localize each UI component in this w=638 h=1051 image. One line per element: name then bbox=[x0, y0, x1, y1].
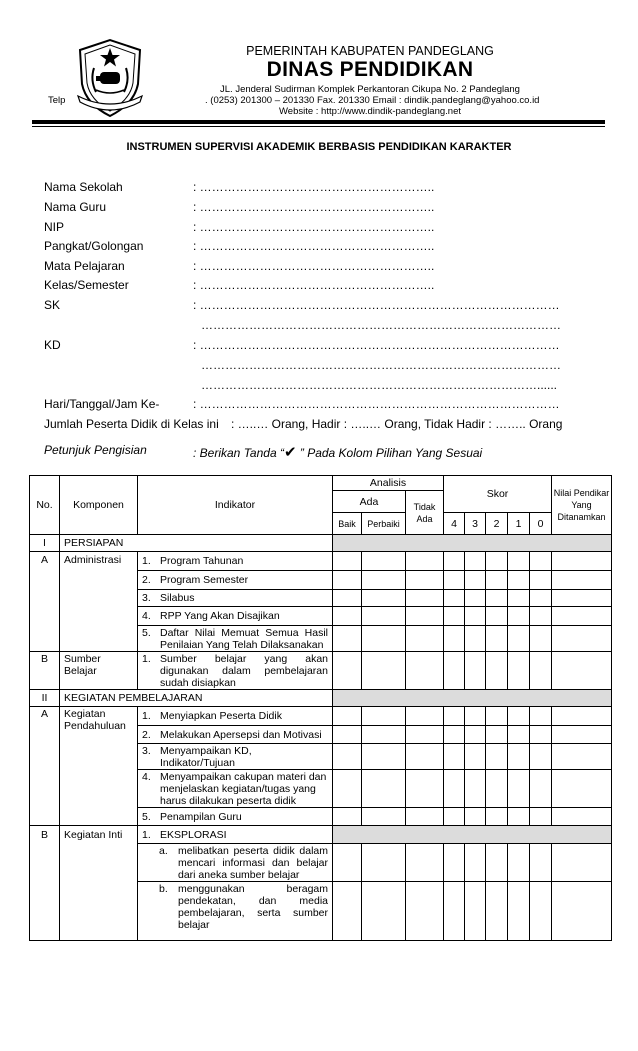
row-no: A bbox=[30, 707, 60, 826]
header-no: No. bbox=[30, 476, 60, 535]
value-kd-cont2[interactable]: …………………………………………………………………………...... bbox=[201, 378, 558, 392]
indicator-text: menggunakan beragam pendekatan, dan media pembelajaran, serta sumber belajar bbox=[178, 883, 328, 931]
header-rule-thick bbox=[32, 120, 605, 124]
header-address: JL. Jenderal Sudirman Komplek Perkantoran Cikupa No. 2 Pandeglang bbox=[220, 84, 520, 95]
label-mapel: Mata Pelajaran bbox=[44, 259, 125, 273]
value-jumlah[interactable]: : …..… Orang, Hadir : …..… Orang, Tidak Hadir : …….. Orang bbox=[231, 417, 563, 431]
label-jumlah: Jumlah Peserta Didik di Kelas ini bbox=[44, 417, 219, 431]
indicator-letter: b. bbox=[159, 883, 168, 895]
label-hari: Hari/Tanggal/Jam Ke- bbox=[44, 397, 160, 411]
label-nama-guru: Nama Guru bbox=[44, 200, 107, 214]
header-skor-1: 1 bbox=[508, 513, 530, 535]
row-no: A bbox=[30, 552, 60, 652]
header-skor-0: 0 bbox=[530, 513, 552, 535]
header-contact: . (0253) 201300 – 201330 Fax. 201330 Email : dindik.pandeglang@yahoo.co.id bbox=[205, 95, 540, 106]
indicator-text: Menyampaikan KD, Indikator/Tujuan bbox=[160, 745, 252, 769]
header-skor-2: 2 bbox=[486, 513, 508, 535]
value-sk[interactable]: : ……………………………………………………………………………… bbox=[193, 298, 560, 312]
section-title: KEGIATAN PEMBELAJARAN bbox=[60, 690, 333, 707]
table-row: 2. Program Semester bbox=[30, 571, 612, 590]
section-no: I bbox=[30, 535, 60, 552]
label-sk: SK bbox=[44, 298, 61, 312]
table-row: 3. Silabus bbox=[30, 590, 612, 607]
section-title: PERSIAPAN bbox=[60, 535, 333, 552]
table-row: 3. Menyampaikan KD, Indikator/Tujuan bbox=[30, 744, 612, 770]
table-row: 4. Menyampaikan cakupan materi dan menjelaskan kegiatan/tugas yang harus dilakukan peserta didik bbox=[30, 770, 612, 808]
row-no: B bbox=[30, 826, 60, 941]
value-kelas[interactable]: : ………………………………………………….. bbox=[193, 278, 435, 292]
row-komponen: Kegiatan Inti bbox=[60, 826, 138, 941]
section-row bbox=[30, 690, 612, 707]
indicator-text: Program Semester bbox=[160, 574, 249, 586]
header-indikator: Indikator bbox=[138, 476, 333, 535]
section-row bbox=[30, 535, 612, 552]
indicator-text: Melakukan Apersepsi dan Motivasi bbox=[160, 728, 322, 741]
header-analisis: Analisis bbox=[333, 476, 444, 491]
supervision-table bbox=[29, 475, 612, 941]
header-skor-3: 3 bbox=[465, 513, 486, 535]
government-logo bbox=[74, 38, 146, 118]
header-government: PEMERINTAH KABUPATEN PANDEGLANG bbox=[246, 44, 494, 58]
value-mapel[interactable]: : ………………………………………………….. bbox=[193, 259, 435, 273]
table-row: 5. Daftar Nilai Memuat Semua Hasil Penilaian Yang Telah Dilaksanakan bbox=[30, 626, 612, 652]
value-kd[interactable]: : ……………………………………………………………………………… bbox=[193, 338, 560, 352]
row-komponen: Administrasi bbox=[60, 552, 138, 652]
header-rule-thin bbox=[32, 126, 605, 127]
indicator-letter: a. bbox=[159, 845, 168, 857]
indicator-text: Menyiapkan Peserta Didik bbox=[160, 710, 282, 722]
indicator-text: Sumber belajar yang akan digunakan dalam pembelajaran sudah disiapkan bbox=[160, 653, 328, 689]
value-nip[interactable]: : ………………………………………………….. bbox=[193, 220, 435, 234]
table-row: A Administrasi 1. Program Tahunan bbox=[30, 552, 612, 571]
header-ada: Ada bbox=[333, 491, 406, 513]
table-row: B Sumber Belajar 1. Sumber belajar yang akan digunakan dalam pembelajaran sudah disiapkan bbox=[30, 652, 612, 690]
header-skor: Skor bbox=[444, 476, 552, 513]
checkmark-icon: ✔ bbox=[283, 444, 297, 461]
table-row: B Kegiatan Inti 1. EKSPLORASI bbox=[30, 826, 612, 844]
petunjuk-text-b: ” Pada Kolom Pilihan Yang Sesuai bbox=[296, 446, 483, 460]
value-petunjuk bbox=[193, 443, 482, 461]
label-nip: NIP bbox=[44, 220, 65, 234]
petunjuk-text-a: : Berikan Tanda “ bbox=[193, 446, 284, 460]
label-petunjuk: Petunjuk Pengisian bbox=[44, 443, 147, 457]
header-tidak-ada: Tidak Ada bbox=[406, 491, 444, 535]
value-sk-cont[interactable]: ……………………………………………………………………………… bbox=[201, 318, 561, 332]
row-komponen: Kegiatan Pendahuluan bbox=[60, 707, 138, 826]
label-pangkat: Pangkat/Golongan bbox=[44, 239, 144, 253]
indicator-subheading: EKSPLORASI bbox=[160, 828, 227, 841]
indicator-text: Daftar Nilai Memuat Semua Hasil Penilaian Yang Telah Dilaksanakan bbox=[160, 627, 328, 651]
header-website: Website : http://www.dindik-pandeglang.net bbox=[278, 106, 462, 117]
value-kd-cont1[interactable]: ……………………………………………………………………………… bbox=[201, 358, 561, 372]
row-no: B bbox=[30, 652, 60, 690]
value-hari[interactable]: : ……………………………………………………………………………… bbox=[193, 397, 560, 411]
table-row: 2. Melakukan Apersepsi dan Motivasi bbox=[30, 726, 612, 744]
indicator-text: Menyampaikan cakupan materi dan menjelaskan kegiatan/tugas yang harus dilakukan peserta didik bbox=[160, 771, 327, 807]
table-row: 5. Penampilan Guru bbox=[30, 808, 612, 826]
header-skor-4: 4 bbox=[444, 513, 465, 535]
indicator-text: Program Tahunan bbox=[160, 555, 244, 567]
indicator-text: Silabus bbox=[160, 592, 195, 604]
label-nama-sekolah: Nama Sekolah bbox=[44, 180, 123, 194]
document-title: INSTRUMEN SUPERVISI AKADEMIK BERBASIS PENDIDIKAN KARAKTER bbox=[126, 141, 512, 153]
value-nama-guru[interactable]: : ………………………………………………….. bbox=[193, 200, 435, 214]
section-no: II bbox=[30, 690, 60, 707]
header-perbaiki: Perbaiki bbox=[362, 513, 406, 535]
header-komponen: Komponen bbox=[60, 476, 138, 535]
label-kd: KD bbox=[44, 338, 61, 352]
label-kelas: Kelas/Semester bbox=[44, 278, 129, 292]
table-row: A Kegiatan Pendahuluan 1. Menyiapkan Peserta Didik bbox=[30, 707, 612, 726]
indicator-text: melibatkan peserta didik dalam mencari informasi dan belajar dari aneka sumber belajar bbox=[178, 845, 328, 881]
header-agency: DINAS PENDIDIKAN bbox=[266, 58, 474, 81]
header-nilai: Nilai Pendikar Yang Ditanamkan bbox=[552, 476, 612, 535]
table-row: 4. RPP Yang Akan Disajikan bbox=[30, 607, 612, 626]
header-baik: Baik bbox=[333, 513, 362, 535]
value-pangkat[interactable]: : ………………………………………………….. bbox=[193, 239, 435, 253]
value-nama-sekolah[interactable]: : ………………………………………………….. bbox=[193, 180, 435, 194]
indicator-text: RPP Yang Akan Disajikan bbox=[160, 610, 280, 622]
header-telp-label: Telp bbox=[48, 95, 66, 106]
indicator-text: Penampilan Guru bbox=[160, 810, 242, 823]
row-komponen: Sumber Belajar bbox=[60, 652, 138, 690]
